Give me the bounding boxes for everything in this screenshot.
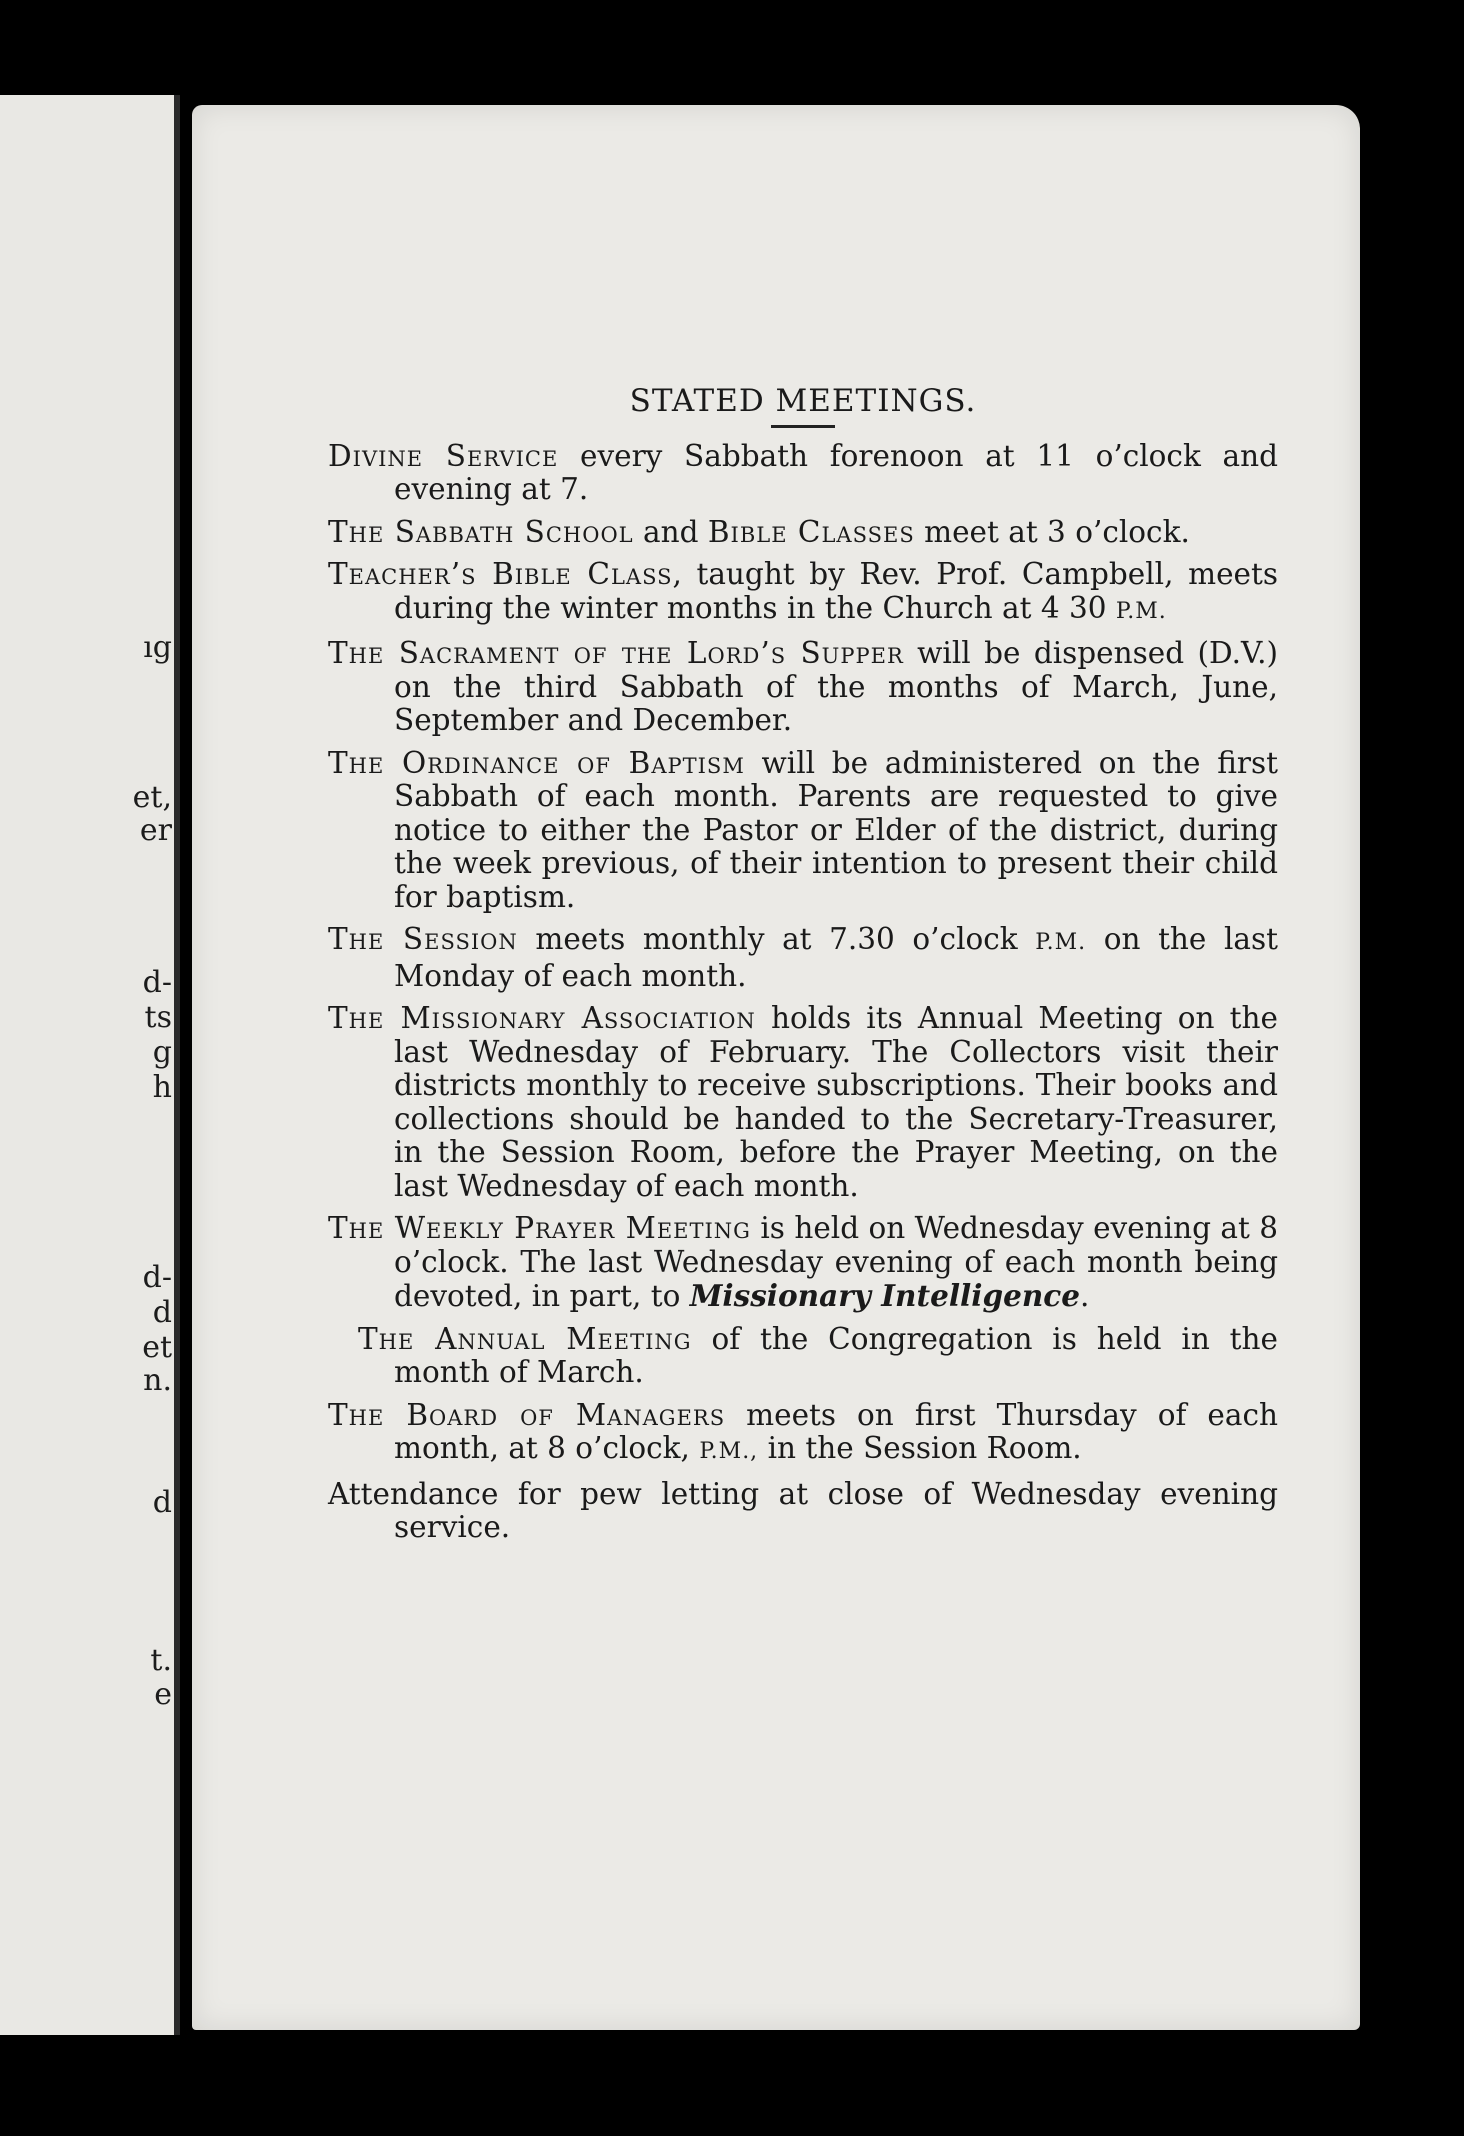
facing-page-fragment: t. [150, 1643, 172, 1678]
entry-text: will be dispensed (D.V.) on the third Sabbath of the months of March, June, September and December. [394, 636, 1278, 737]
time-abbrev: P.M. [1035, 930, 1087, 955]
entry-text: is held on Wednesday evening at 8 o’clock. The last Wednesday evening of each month being devoted, in part, to [394, 1211, 1278, 1313]
entry-board-of-managers [328, 1399, 1278, 1469]
entry-lead: The Sacrament of the Lord’s Supper [328, 636, 904, 670]
entry-text: Attendance for pew letting at close of Wednesday evening service. [328, 1476, 1278, 1544]
entry-pew-letting [328, 1478, 1278, 1545]
entry-text: meets monthly at 7.30 o’clock [517, 922, 1036, 956]
entry-lead: The Board of Managers [328, 1397, 726, 1432]
facing-page-fragment: d- [142, 1260, 172, 1295]
facing-page-fragment: g [152, 1035, 172, 1070]
entry-text: . [1080, 1279, 1090, 1313]
time-abbrev: P.M. [1115, 598, 1167, 624]
entry-annual-meeting [328, 1323, 1278, 1390]
facing-page-fragment: et, [132, 780, 172, 815]
facing-page-edge [0, 95, 178, 2035]
entry-teachers-bible-class [328, 558, 1278, 628]
page-gutter [174, 95, 180, 2035]
entry-lead: Bible Classes [707, 514, 915, 549]
facing-page-fragment: et [142, 1330, 172, 1365]
entry-italic: Missionary Intelligence [689, 1278, 1081, 1313]
entry-text: every Sabbath forenoon at 11 o’clock and evening at 7. [394, 438, 1278, 506]
page-content [328, 385, 1278, 1554]
entry-lead: The Session [328, 922, 518, 956]
facing-page-fragment: ts [144, 1000, 172, 1035]
entry-text: will be administered on the first Sabbath of each month. Parents are requested to give notice to either the Pastor or Elder of the district, during the week previous, of their intention to present their child for baptism. [394, 745, 1278, 914]
entry-lead: The Sabbath School [328, 514, 634, 549]
entry-text: meet at 3 o’clock. [914, 514, 1190, 549]
entry-text: in the Session Room. [758, 1431, 1082, 1465]
entry-lead: Teacher’s Bible Class [328, 557, 673, 591]
entry-sacrament [328, 637, 1278, 738]
facing-page-fragment: er [139, 813, 172, 848]
entry-text: and [633, 514, 708, 549]
entry-lead: The Annual Meeting [358, 1321, 692, 1356]
entry-missionary-association [328, 1002, 1278, 1203]
facing-page-fragment: n. [143, 1363, 172, 1398]
facing-page-fragment: d [152, 1485, 172, 1520]
entry-weekly-prayer-meeting [328, 1212, 1278, 1314]
page [192, 105, 1360, 2030]
entry-sabbath-school [328, 516, 1278, 550]
facing-page-fragment: d- [142, 965, 172, 1000]
entry-lead: Divine Service [328, 438, 559, 473]
entry-text: holds its Annual Meeting on the last Wednesday of February. The Collectors visit their districts monthly to receive subscriptions. Their books and collections should be handed to the Secretary-Treasurer, in the Session Room, before the Prayer Meeting, on the last Wednesday of each month. [394, 1001, 1278, 1203]
entry-baptism [328, 747, 1278, 915]
facing-page-fragment: e [154, 1677, 172, 1712]
page-title: STATED MEETINGS. [629, 383, 977, 419]
title-rule [771, 425, 835, 428]
entry-text: , taught by Rev. Prof. Campbell, meets during the winter months in the Church at 4 30 [394, 557, 1278, 625]
entry-lead: The Missionary Association [328, 1001, 756, 1035]
entry-session [328, 923, 1278, 993]
time-abbrev: P.M., [699, 1439, 759, 1464]
entry-lead: The Ordinance of Baptism [328, 745, 745, 780]
facing-page-fragment: d [152, 1295, 172, 1330]
facing-page-fragment: ıg [143, 630, 172, 665]
facing-page-fragment: h [152, 1070, 172, 1105]
entry-text: of the Congregation is held in the month of March. [394, 1321, 1278, 1389]
entry-divine-service [328, 440, 1278, 507]
entry-lead: The Weekly Prayer Meeting [328, 1211, 751, 1245]
entry-text: on the last Monday of each month. [394, 922, 1278, 993]
entry-text: meets on first Thursday of each month, at 8 o’clock, [394, 1397, 1278, 1465]
